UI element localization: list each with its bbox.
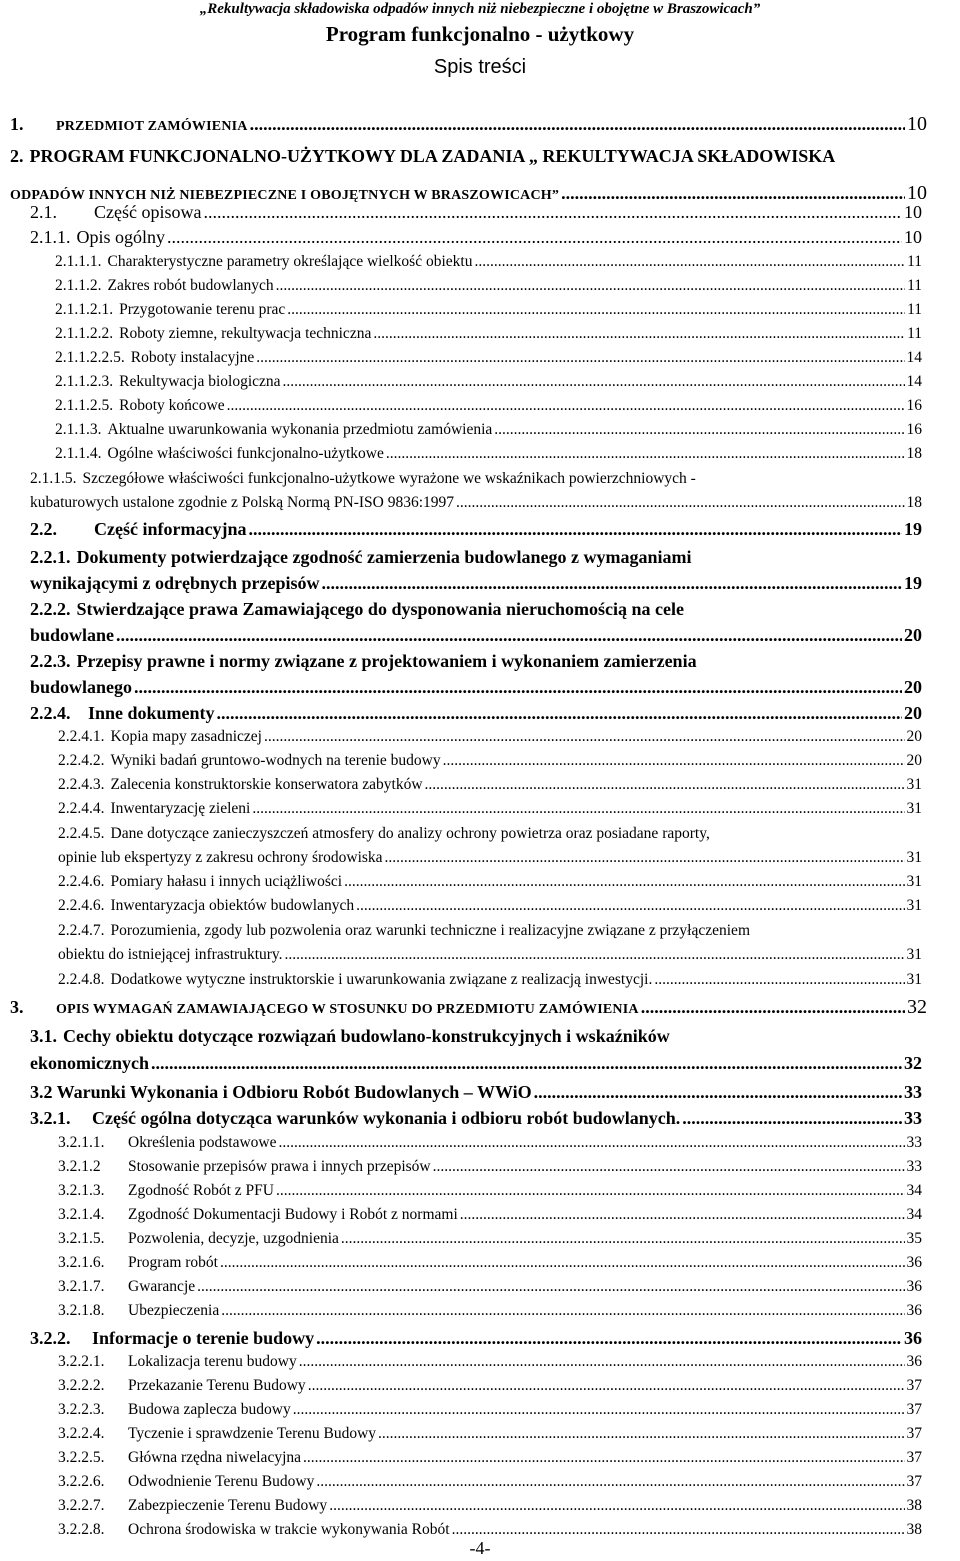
toc-entry-page: 31 bbox=[906, 776, 922, 793]
toc-dot-leader bbox=[344, 873, 904, 891]
toc-entry-line1 bbox=[30, 470, 696, 488]
toc-entry[interactable] bbox=[30, 703, 922, 724]
toc-entry-number: 2.1.1.2.2.5. bbox=[55, 349, 125, 366]
toc-entry[interactable] bbox=[10, 113, 927, 136]
toc-entry-text: Przygotowanie terenu prac bbox=[119, 301, 286, 318]
toc-entry-page: 32 bbox=[907, 996, 927, 1018]
toc-entry[interactable] bbox=[30, 1082, 922, 1103]
toc-entry-text: wynikającymi z odrębnych przepisów bbox=[30, 573, 320, 593]
toc-dot-leader bbox=[452, 1521, 905, 1539]
toc-entry[interactable] bbox=[58, 1302, 922, 1320]
toc-entry[interactable] bbox=[58, 1497, 922, 1515]
toc-entry-page: 11 bbox=[907, 253, 922, 270]
toc-entry-text: Zgodność Robót z PFU bbox=[128, 1182, 274, 1199]
toc-entry-text: Odwodnienie Terenu Budowy bbox=[128, 1473, 315, 1490]
toc-entry-number: 2.2.4.2. bbox=[58, 752, 105, 769]
toc-entry-page: 16 bbox=[906, 397, 922, 414]
toc-entry-page: 37 bbox=[906, 1401, 922, 1418]
toc-entry-number: 3.2.2.2. bbox=[58, 1377, 105, 1394]
toc-dot-leader bbox=[252, 800, 904, 818]
toc-heading: Spis treści bbox=[433, 56, 527, 78]
toc-entry-text: Inwentaryzację zieleni bbox=[110, 800, 251, 817]
toc-entry-page: 10 bbox=[904, 202, 922, 222]
toc-entry-page: 10 bbox=[904, 227, 922, 247]
toc-entry-text: Zgodność Dokumentacji Budowy i Robót z normami bbox=[128, 1206, 458, 1223]
toc-entry-number: 3.2.2.5. bbox=[58, 1449, 105, 1466]
toc-dot-leader bbox=[283, 373, 905, 391]
toc-entry-number: 2.1.1.5. bbox=[30, 470, 77, 487]
toc-entry-number: 2.1.1.2. bbox=[55, 277, 102, 294]
toc-entry-text: 3.2 Warunki Wykonania i Odbioru Robót Budowlanych – WWiO bbox=[30, 1082, 532, 1102]
toc-entry-number: 3.2.2.3. bbox=[58, 1401, 105, 1418]
toc-entry-text: Opis ogólny bbox=[76, 227, 166, 247]
toc-entry[interactable] bbox=[58, 1182, 922, 1200]
toc-dot-leader bbox=[221, 1302, 904, 1320]
toc-entry[interactable] bbox=[55, 421, 922, 439]
toc-entry[interactable] bbox=[58, 1278, 922, 1296]
toc-dot-leader bbox=[287, 301, 905, 319]
toc-entry-text: Część ogólna dotycząca warunków wykonania i odbioru robót budowlanych. bbox=[92, 1108, 681, 1128]
toc-entry[interactable] bbox=[55, 253, 922, 271]
toc-entry-line1 bbox=[30, 651, 697, 672]
toc-dot-leader bbox=[474, 253, 905, 271]
toc-dot-leader bbox=[134, 677, 902, 698]
toc-entry[interactable] bbox=[30, 227, 922, 248]
toc-entry-number: 2.1.1.2.2. bbox=[55, 325, 114, 342]
toc-entry-number: 2.1.1.1. bbox=[55, 253, 102, 270]
toc-entry-number: 2.1.1. bbox=[30, 227, 71, 247]
toc-entry-number: 2.2.1. bbox=[30, 547, 71, 567]
toc-entry-number: 2.2.4.1. bbox=[58, 728, 105, 745]
toc-entry-page: 10 bbox=[907, 113, 927, 135]
toc-entry-page: 38 bbox=[906, 1521, 922, 1538]
toc-entry-number: 2.2.2. bbox=[30, 599, 71, 619]
toc-entry[interactable] bbox=[10, 996, 927, 1019]
toc-entry-text: Zabezpieczenie Terenu Budowy bbox=[128, 1497, 328, 1514]
toc-entry-page: 31 bbox=[906, 971, 922, 988]
toc-entry-page: 19 bbox=[904, 519, 922, 539]
toc-entry[interactable] bbox=[58, 800, 922, 818]
toc-entry[interactable] bbox=[30, 1108, 922, 1129]
toc-entry-number: 3.2.1.7. bbox=[58, 1278, 105, 1295]
toc-entry-text: Inne dokumenty bbox=[88, 703, 215, 723]
toc-entry-page: 10 bbox=[907, 182, 927, 204]
toc-dot-leader bbox=[385, 849, 905, 867]
toc-entry[interactable] bbox=[58, 1401, 922, 1419]
toc-entry-text: Informacje o terenie budowy bbox=[92, 1328, 315, 1348]
toc-entry-text: budowlanego bbox=[30, 677, 133, 697]
toc-entry-text: opinie lub ekspertyzy z zakresu ochrony środowiska bbox=[58, 849, 383, 866]
toc-entry-text: Pozwolenia, decyzje, uzgodnienia bbox=[128, 1230, 339, 1247]
toc-dot-leader bbox=[220, 1254, 905, 1272]
toc-entry-number: 2.2.4.5. bbox=[58, 825, 105, 842]
toc-entry-number: 3.2.2. bbox=[30, 1328, 71, 1348]
toc-entry-text: Aktualne uwarunkowania wykonania przedmiotu zamówienia bbox=[107, 421, 493, 438]
toc-entry-text-line1: Szczegółowe właściwości funkcjonalno-użytkowe wyrażone we wskaźnikach powierzchniowych - bbox=[82, 470, 696, 487]
toc-entry-page: 20 bbox=[904, 677, 922, 697]
toc-dot-leader bbox=[250, 114, 905, 135]
toc-entry-page: 20 bbox=[906, 728, 922, 745]
toc-dot-leader bbox=[299, 1353, 905, 1371]
toc-entry-page: 14 bbox=[906, 373, 922, 390]
toc-entry-number: 2.2. bbox=[30, 519, 57, 539]
toc-entry-page: 34 bbox=[906, 1206, 922, 1223]
toc-entry[interactable] bbox=[55, 373, 922, 391]
toc-entry-page: 37 bbox=[906, 1377, 922, 1394]
toc-entry-number: 3.2.2.1. bbox=[58, 1353, 105, 1370]
toc-entry-page: 11 bbox=[907, 301, 922, 318]
toc-dot-leader bbox=[217, 703, 902, 724]
toc-dot-leader bbox=[494, 421, 904, 439]
toc-entry[interactable] bbox=[58, 1230, 922, 1248]
toc-entry[interactable] bbox=[58, 1473, 922, 1491]
toc-entry-page: 20 bbox=[904, 625, 922, 645]
toc-entry[interactable] bbox=[58, 1353, 922, 1371]
toc-entry-page: 16 bbox=[906, 421, 922, 438]
toc-entry-text: Roboty instalacyjne bbox=[130, 349, 255, 366]
toc-entry-text: Część opisowa bbox=[94, 202, 202, 222]
toc-entry-page: 14 bbox=[906, 349, 922, 366]
toc-entry-text: Przekazanie Terenu Budowy bbox=[128, 1377, 306, 1394]
toc-entry-number: 2.2.4.6. bbox=[58, 873, 105, 890]
toc-entry-number: 2.1.1.3. bbox=[55, 421, 102, 438]
toc-entry-number: 2.1.1.4. bbox=[55, 445, 102, 462]
toc-entry-number: 3.2.1. bbox=[30, 1108, 71, 1128]
toc-entry-page: 33 bbox=[904, 1082, 922, 1102]
toc-dot-leader bbox=[167, 227, 902, 248]
toc-entry[interactable] bbox=[30, 1328, 922, 1349]
toc-entry-page: 33 bbox=[906, 1158, 922, 1175]
toc-dot-leader bbox=[425, 776, 905, 794]
toc-entry[interactable] bbox=[30, 202, 922, 223]
toc-entry-line1 bbox=[30, 547, 691, 568]
toc-entry-text: Ubezpieczenia bbox=[128, 1302, 220, 1319]
toc-entry-page: 36 bbox=[906, 1278, 922, 1295]
toc-dot-leader bbox=[276, 1182, 905, 1200]
toc-entry[interactable] bbox=[55, 445, 922, 463]
toc-entry-text: obiektu do istniejącej infrastruktury. bbox=[58, 946, 283, 963]
toc-entry-number: 1. bbox=[10, 114, 24, 134]
toc-entry-text: Rekultywacja biologiczna bbox=[119, 373, 281, 390]
toc-entry-number: 3.2.1.5. bbox=[58, 1230, 105, 1247]
toc-entry-text: Zakres robót budowlanych bbox=[107, 277, 274, 294]
toc-entry-page: 33 bbox=[904, 1108, 922, 1128]
toc-entry-text: Inwentaryzacja obiektów budowlanych bbox=[110, 897, 355, 914]
toc-entry[interactable] bbox=[58, 1449, 922, 1467]
toc-entry-page: 34 bbox=[906, 1182, 922, 1199]
toc-entry-text: Główna rzędna niwelacyjna bbox=[128, 1449, 302, 1466]
toc-dot-leader bbox=[203, 202, 902, 223]
toc-entry-text: Stosowanie przepisów prawa i innych przepisów bbox=[128, 1158, 431, 1175]
toc-entry-number: 3.2.2.7. bbox=[58, 1497, 105, 1514]
toc-entry-page: 19 bbox=[904, 573, 922, 593]
toc-entry[interactable] bbox=[55, 325, 922, 343]
toc-entry-page: 18 bbox=[906, 494, 922, 511]
toc-entry-number: 2.1.1.2.5. bbox=[55, 397, 114, 414]
toc-dot-leader bbox=[116, 625, 902, 646]
toc-entry[interactable] bbox=[30, 519, 922, 540]
toc-dot-leader bbox=[386, 445, 905, 463]
toc-entry[interactable] bbox=[58, 728, 922, 746]
toc-entry[interactable] bbox=[58, 1377, 922, 1395]
toc-entry-text-line1: Przepisy prawne i normy związane z projektowaniem i wykonaniem zamierzenia bbox=[76, 651, 697, 671]
toc-entry-number: 2. bbox=[10, 146, 24, 166]
toc-entry-line1 bbox=[10, 146, 835, 167]
toc-entry[interactable] bbox=[55, 277, 922, 295]
toc-dot-leader bbox=[316, 1473, 904, 1491]
toc-entry-line1 bbox=[30, 1026, 670, 1047]
toc-entry-text: kubaturowych ustalone zgodnie z Polską Normą PN-ISO 9836:1997 bbox=[30, 494, 455, 511]
toc-entry[interactable] bbox=[30, 1053, 922, 1074]
toc-entry-text: Określenia podstawowe bbox=[128, 1134, 277, 1151]
toc-dot-leader bbox=[151, 1053, 902, 1074]
toc-entry-page: 31 bbox=[906, 897, 922, 914]
toc-entry[interactable] bbox=[55, 349, 922, 367]
toc-entry[interactable] bbox=[58, 946, 922, 964]
toc-entry-text-line1: Cechy obiektu dotyczące rozwiązań budowlano-konstrukcyjnych i wskaźników bbox=[63, 1026, 670, 1046]
toc-entry-page: 31 bbox=[906, 946, 922, 963]
toc-entry-number: 3.2.1.4. bbox=[58, 1206, 105, 1223]
toc-dot-leader bbox=[460, 1206, 905, 1224]
toc-entry-number: 2.2.4.3. bbox=[58, 776, 105, 793]
toc-entry-page: 20 bbox=[904, 703, 922, 723]
toc-dot-leader bbox=[322, 573, 903, 594]
toc-entry[interactable] bbox=[58, 897, 922, 915]
toc-entry-text: Dodatkowe wytyczne instruktorskie i uwarunkowania związane z realizacją inwestycji. bbox=[110, 971, 653, 988]
toc-entry-text: Ochrona środowiska w trakcie wykonywania Robót bbox=[128, 1521, 450, 1538]
toc-entry[interactable] bbox=[30, 573, 922, 594]
toc-entry-text: Gwarancje bbox=[128, 1278, 196, 1295]
toc-entry-text: Pomiary hałasu i innych uciążliwości bbox=[110, 873, 343, 890]
toc-entry-text: budowlane bbox=[30, 625, 115, 645]
toc-entry-number: 3.2.2.4. bbox=[58, 1425, 105, 1442]
toc-entry-page: 18 bbox=[906, 445, 922, 462]
toc-entry-text: Charakterystyczne parametry określające wielkość obiektu bbox=[107, 253, 473, 270]
toc-entry-page: 37 bbox=[906, 1473, 922, 1490]
toc-dot-leader bbox=[197, 1278, 904, 1296]
toc-entry-text-line1: Dokumenty potwierdzające zgodność zamierzenia budowlanego z wymaganiami bbox=[76, 547, 692, 567]
toc-entry-number: 3.2.2.6. bbox=[58, 1473, 105, 1490]
toc-entry-page: 32 bbox=[904, 1053, 922, 1073]
toc-entry[interactable] bbox=[58, 873, 922, 891]
toc-entry-number: 3.2.1.1. bbox=[58, 1134, 105, 1151]
toc-dot-leader bbox=[279, 1134, 905, 1152]
toc-entry-text: Tyczenie i sprawdzenie Terenu Budowy bbox=[128, 1425, 377, 1442]
toc-entry-text: Roboty końcowe bbox=[119, 397, 225, 414]
toc-dot-leader bbox=[641, 997, 905, 1018]
toc-entry[interactable] bbox=[58, 1206, 922, 1224]
toc-entry-text: PRZEDMIOT ZAMÓWIENIA bbox=[56, 119, 248, 134]
toc-dot-leader bbox=[534, 1082, 902, 1103]
toc-entry-text: Lokalizacja terenu budowy bbox=[128, 1353, 297, 1370]
toc-entry-text-line1: Porozumienia, zgody lub pozwolenia oraz warunki techniczne i realizacyjne związane z przyłączeniem bbox=[110, 922, 750, 939]
toc-entry-page: 36 bbox=[906, 1302, 922, 1319]
toc-entry-number: 2.2.4.7. bbox=[58, 922, 105, 939]
toc-entry[interactable] bbox=[58, 1254, 922, 1272]
toc-entry-page: 11 bbox=[907, 277, 922, 294]
toc-entry-number: 2.2.4.8. bbox=[58, 971, 105, 988]
toc-dot-leader bbox=[378, 1425, 904, 1443]
toc-entry[interactable] bbox=[58, 971, 922, 989]
toc-entry-page: 31 bbox=[906, 800, 922, 817]
toc-entry-text: Zalecenia konstruktorskie konserwatora zabytków bbox=[110, 776, 423, 793]
toc-entry-page: 35 bbox=[906, 1230, 922, 1247]
toc-dot-leader bbox=[293, 1401, 905, 1419]
toc-entry[interactable] bbox=[58, 1521, 922, 1539]
toc-entry[interactable] bbox=[58, 752, 922, 770]
toc-entry-text: OPIS WYMAGAŃ ZAMAWIAJĄCEGO W STOSUNKU DO PRZEDMIOTU ZAMÓWIENIA bbox=[56, 1002, 639, 1017]
document-title: Program funkcjonalno - użytkowy bbox=[325, 22, 635, 46]
toc-dot-leader bbox=[303, 1449, 904, 1467]
toc-entry-text: Kopia mapy zasadniczej bbox=[110, 728, 262, 745]
toc-entry-number: 3.2.1.3. bbox=[58, 1182, 105, 1199]
toc-dot-leader bbox=[308, 1377, 905, 1395]
toc-dot-leader bbox=[682, 1108, 902, 1129]
toc-entry-number: 3.2.1.6. bbox=[58, 1254, 105, 1271]
toc-entry-page: 36 bbox=[904, 1328, 922, 1348]
toc-dot-leader bbox=[356, 897, 904, 915]
toc-entry-page: 31 bbox=[906, 873, 922, 890]
toc-entry-text: Budowa zaplecza budowy bbox=[128, 1401, 291, 1418]
toc-entry[interactable] bbox=[58, 1425, 922, 1443]
toc-entry[interactable] bbox=[30, 677, 922, 698]
toc-dot-leader bbox=[443, 752, 905, 770]
toc-entry[interactable] bbox=[55, 301, 922, 319]
toc-dot-leader bbox=[316, 1328, 902, 1349]
toc-entry-number: 3.1. bbox=[30, 1026, 57, 1046]
toc-entry[interactable] bbox=[30, 494, 922, 512]
toc-dot-leader bbox=[329, 1497, 904, 1515]
toc-dot-leader bbox=[341, 1230, 905, 1248]
toc-entry-number: 3.2.1.2 bbox=[58, 1158, 101, 1175]
toc-entry-page: 36 bbox=[906, 1254, 922, 1271]
toc-entry-text: Ogólne właściwości funkcjonalno-użytkowe bbox=[107, 445, 384, 462]
toc-entry-number: 3.2.2.8. bbox=[58, 1521, 105, 1538]
toc-entry-number: 2.1.1.2.1. bbox=[55, 301, 114, 318]
toc-entry[interactable] bbox=[58, 1134, 922, 1152]
document-subtitle: „Rekultywacja składowiska odpadów innych niż niebezpieczne i obojętne w Braszowicach” bbox=[199, 1, 761, 17]
toc-entry[interactable] bbox=[58, 849, 922, 867]
toc-dot-leader bbox=[276, 277, 905, 295]
toc-dot-leader bbox=[433, 1158, 905, 1176]
toc-entry-page: 33 bbox=[906, 1134, 922, 1151]
toc-entry[interactable] bbox=[55, 397, 922, 415]
toc-entry-page: 37 bbox=[906, 1425, 922, 1442]
toc-entry-text: Program robót bbox=[128, 1254, 218, 1271]
toc-entry-line1 bbox=[30, 599, 684, 620]
toc-entry-line1 bbox=[58, 922, 750, 940]
toc-entry-page: 36 bbox=[906, 1353, 922, 1370]
toc-entry-page: 38 bbox=[906, 1497, 922, 1514]
toc-entry-number: 2.2.3. bbox=[30, 651, 71, 671]
toc-dot-leader bbox=[248, 519, 902, 540]
toc-entry-page: 31 bbox=[906, 849, 922, 866]
toc-entry-text: Roboty ziemne, rekultywacja techniczna bbox=[119, 325, 372, 342]
toc-entry-number: 2.2.4.6. bbox=[58, 897, 105, 914]
toc-entry-page: 11 bbox=[907, 325, 922, 342]
toc-entry-text-line1: Stwierdzające prawa Zamawiającego do dysponowania nieruchomością na cele bbox=[76, 599, 684, 619]
toc-entry-number: 3. bbox=[10, 997, 24, 1017]
toc-dot-leader bbox=[654, 971, 904, 989]
toc-entry-line1 bbox=[58, 825, 710, 843]
toc-entry[interactable] bbox=[58, 776, 922, 794]
toc-entry-number: 2.1. bbox=[30, 202, 57, 222]
toc-entry-text: ekonomicznych bbox=[30, 1053, 149, 1073]
toc-entry-number: 2.2.4.4. bbox=[58, 800, 105, 817]
toc-entry-text: ODPADÓW INNYCH NIŻ NIEBEZPIECZNE I OBOJĘTNYCH W BRASZOWICACH” bbox=[10, 188, 560, 203]
page-number: -4- bbox=[469, 1538, 491, 1558]
toc-dot-leader bbox=[264, 728, 905, 746]
toc-entry-text: Wyniki badań gruntowo-wodnych na terenie budowy bbox=[110, 752, 441, 769]
toc-entry-page: 20 bbox=[906, 752, 922, 769]
toc-dot-leader bbox=[256, 349, 904, 367]
toc-dot-leader bbox=[227, 397, 905, 415]
toc-dot-leader bbox=[561, 183, 905, 204]
toc-entry[interactable] bbox=[30, 625, 922, 646]
toc-entry-number: 3.2.1.8. bbox=[58, 1302, 105, 1319]
toc-entry-number: 2.2.4. bbox=[30, 703, 71, 723]
toc-entry-text: Część informacyjna bbox=[94, 519, 247, 539]
toc-entry-page: 37 bbox=[906, 1449, 922, 1466]
toc-entry-text-line1: PROGRAM FUNKCJONALNO-UŻYTKOWY DLA ZADANIA „ REKULTYWACJA SKŁADOWISKA bbox=[29, 146, 836, 166]
toc-dot-leader bbox=[373, 325, 905, 343]
toc-entry-number: 2.1.1.2.3. bbox=[55, 373, 114, 390]
toc-entry[interactable] bbox=[58, 1158, 922, 1176]
toc-dot-leader bbox=[285, 946, 905, 964]
toc-dot-leader bbox=[456, 494, 904, 512]
toc-entry-text-line1: Dane dotyczące zanieczyszczeń atmosfery do analizy ochrony powietrza oraz posiadane raporty, bbox=[110, 825, 710, 842]
